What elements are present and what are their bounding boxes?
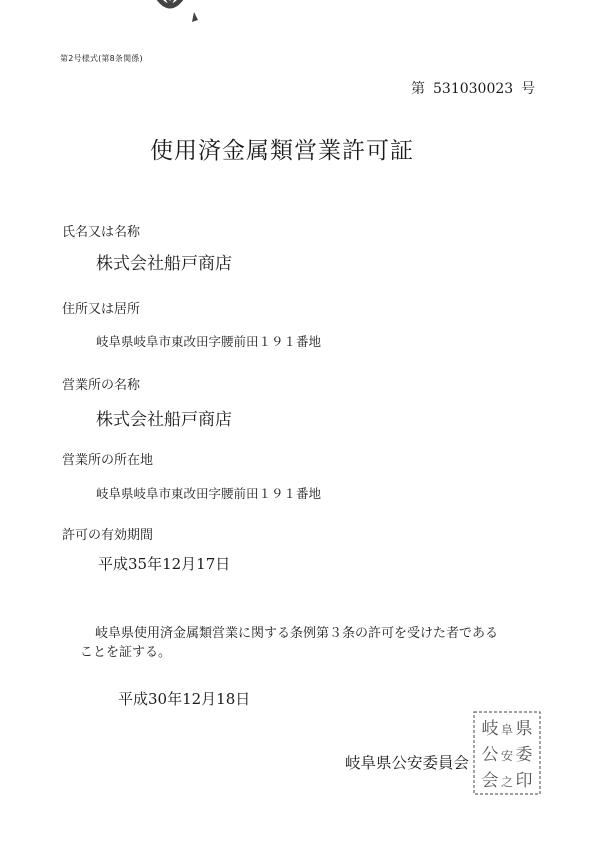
field-label-office-name: 営業所の名称 [62, 378, 141, 393]
svg-text:阜: 阜 [500, 723, 514, 737]
document-title: 使用済金属類営業許可証 [150, 138, 414, 164]
svg-text:委: 委 [515, 745, 533, 765]
field-label-address: 住所又は居所 [62, 302, 141, 317]
form-reference: 第2号様式(第8条関係) [60, 54, 143, 63]
svg-text:県: 県 [515, 719, 533, 739]
svg-text:会: 会 [481, 771, 499, 791]
svg-text:公: 公 [481, 745, 499, 765]
statement-line-2: ことを証する。 [80, 645, 172, 660]
field-value-name: 株式会社船戸商店 [96, 254, 232, 274]
svg-text:安: 安 [500, 749, 514, 763]
issue-date: 平成30年12月18日 [118, 690, 251, 708]
issuer-name: 岐阜県公安委員会 [345, 754, 470, 772]
certificate-number-value: 531030023 [433, 81, 514, 97]
field-value-address: 岐阜県岐阜市東改田字腰前田１９１番地 [96, 334, 322, 349]
svg-text:印: 印 [515, 771, 533, 791]
field-value-office-location: 岐阜県岐阜市東改田字腰前田１９１番地 [96, 486, 322, 501]
svg-text:之: 之 [500, 775, 514, 789]
svg-text:岐: 岐 [481, 719, 499, 739]
field-label-name: 氏名又は名称 [62, 225, 141, 240]
certificate-number-suffix: 号 [521, 81, 536, 97]
field-label-office-location: 営業所の所在地 [62, 453, 154, 468]
certificate-number [411, 78, 535, 98]
field-label-validity-period: 許可の有効期間 [62, 528, 154, 543]
certificate-number-prefix: 第 [411, 81, 425, 97]
field-value-validity-period: 平成35年12月17日 [98, 555, 231, 573]
partial-stamp-mark-icon [140, 0, 200, 26]
field-value-office-name: 株式会社船戸商店 [96, 410, 232, 430]
official-seal-icon [472, 710, 542, 796]
statement-line-1: 岐阜県使用済金属類営業に関する条例第３条の許可を受けた者である [95, 626, 499, 641]
certification-statement [80, 624, 540, 662]
